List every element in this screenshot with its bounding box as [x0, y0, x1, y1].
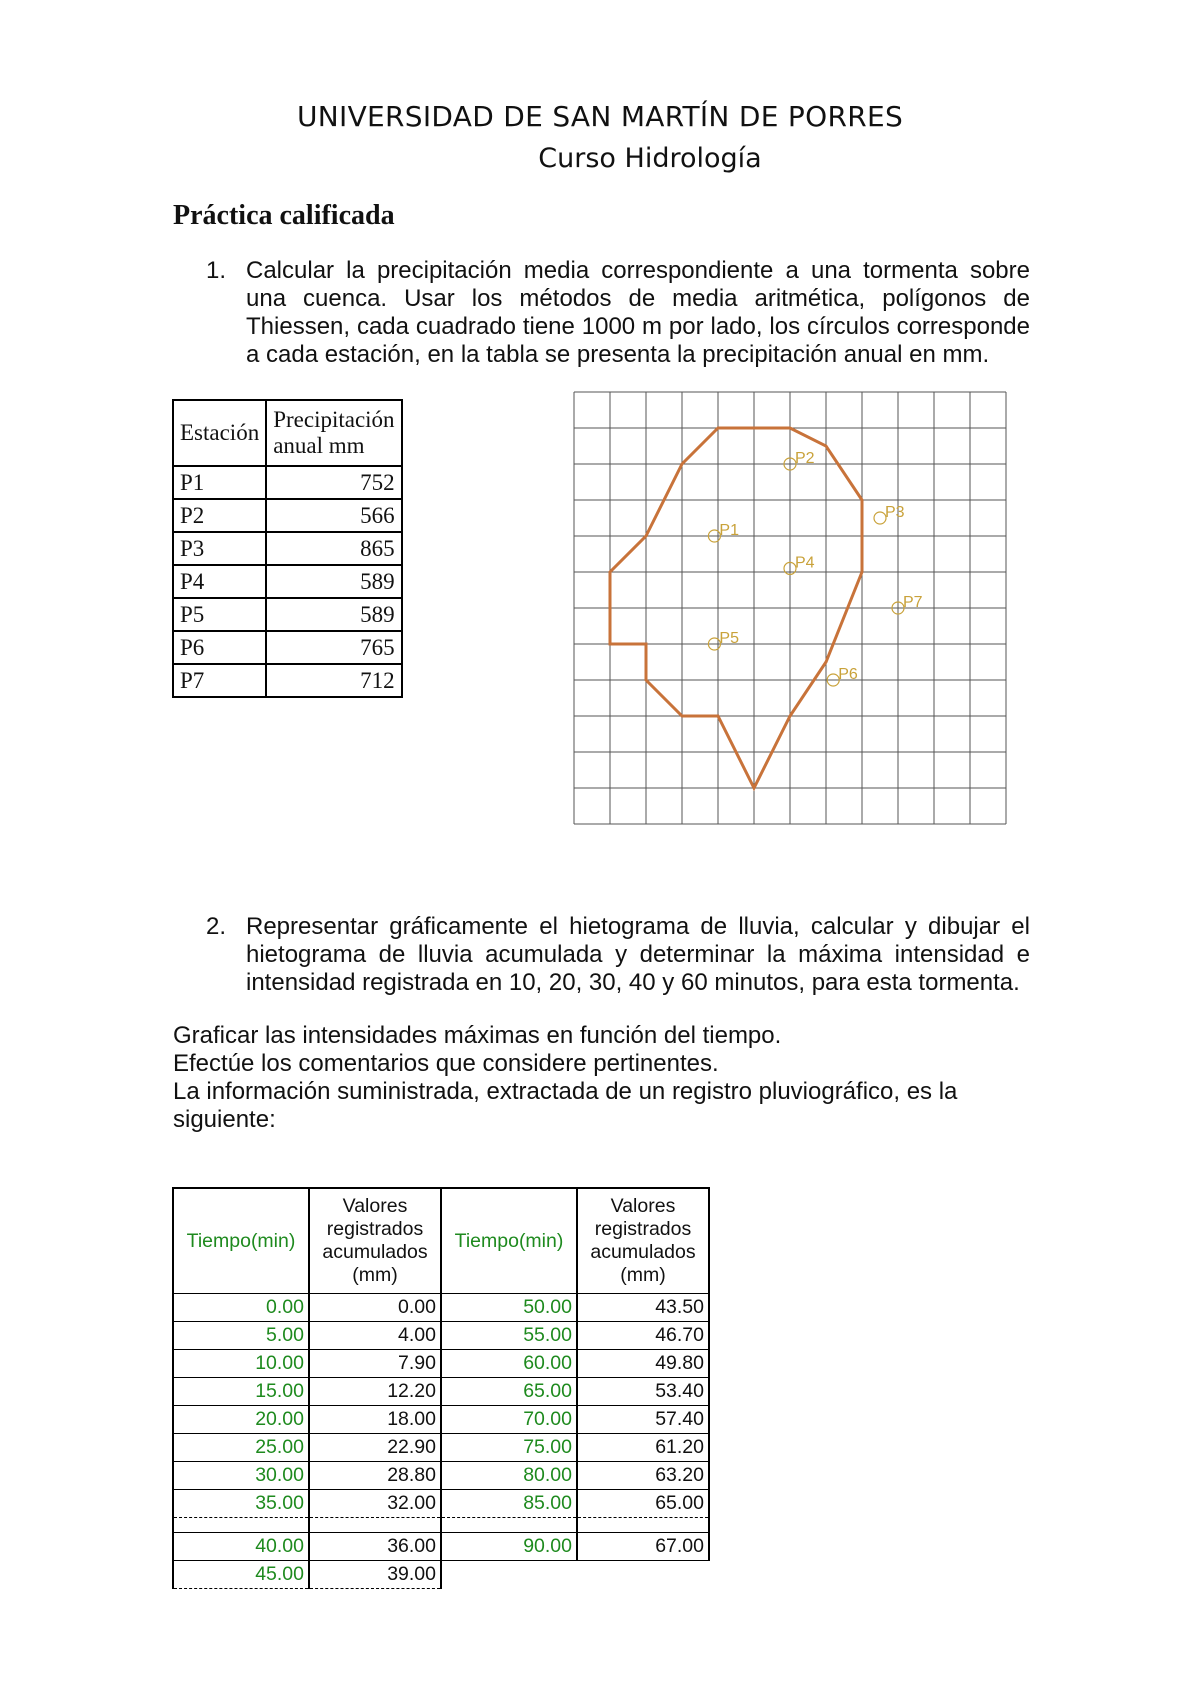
value-header-line: registrados	[594, 1218, 692, 1240]
value-cell: 0.00	[309, 1294, 441, 1322]
station-markers	[708, 450, 922, 686]
value-cell: 43.50	[577, 1294, 709, 1322]
time-header-right: Tiempo(min)	[441, 1188, 577, 1294]
value-header-line: acumulados	[590, 1241, 696, 1263]
station-cell: P7	[173, 664, 266, 697]
time-cell: 90.00	[441, 1533, 577, 1561]
precipitation-cell: 566	[266, 499, 401, 532]
station-cell: P3	[173, 532, 266, 565]
time-cell: 25.00	[173, 1434, 309, 1462]
station-label: P3	[885, 504, 905, 521]
time-cell: 5.00	[173, 1322, 309, 1350]
time-cell: 55.00	[441, 1322, 577, 1350]
value-cell: 7.90	[309, 1350, 441, 1378]
station-column-header: Estación	[173, 400, 266, 466]
table-row	[173, 565, 402, 598]
station-cell: P6	[173, 631, 266, 664]
station-label: P2	[795, 450, 815, 467]
precipitation-cell: 712	[266, 664, 401, 697]
table-row	[173, 1533, 709, 1561]
value-header-line: registrados	[326, 1218, 424, 1240]
value-header-left	[309, 1188, 441, 1294]
question-2	[206, 913, 1030, 997]
table-row	[173, 1434, 709, 1462]
station-cell: P1	[173, 466, 266, 499]
question-1-number: 1.	[206, 257, 227, 284]
value-header-line: (mm)	[620, 1264, 666, 1286]
time-cell: 45.00	[173, 1561, 309, 1589]
table-row	[173, 598, 402, 631]
gap-cell	[173, 1518, 309, 1533]
value-header-line: Valores	[610, 1195, 676, 1217]
station-cell: P2	[173, 499, 266, 532]
time-cell: 30.00	[173, 1462, 309, 1490]
page-title: Práctica calificada	[173, 200, 395, 231]
instruction-line: Efectúe los comentarios que considere pertinentes.	[173, 1050, 719, 1077]
value-cell: 4.00	[309, 1322, 441, 1350]
gap-cell	[309, 1518, 441, 1533]
value-cell: 57.40	[577, 1406, 709, 1434]
value-cell: 49.80	[577, 1350, 709, 1378]
station-label: P1	[719, 522, 739, 539]
value-cell: 36.00	[309, 1533, 441, 1561]
gap-cell	[577, 1518, 709, 1533]
time-cell: 50.00	[441, 1294, 577, 1322]
value-cell: 65.00	[577, 1490, 709, 1518]
row-gap	[173, 1518, 709, 1533]
value-cell: 32.00	[309, 1490, 441, 1518]
value-cell: 18.00	[309, 1406, 441, 1434]
value-header-line: Valores	[342, 1195, 408, 1217]
time-cell: 40.00	[173, 1533, 309, 1561]
table-row	[173, 466, 402, 499]
university-heading: UNIVERSIDAD DE SAN MARTÍN DE PORRES	[296, 100, 904, 133]
value-cell: 22.90	[309, 1434, 441, 1462]
rainfall-table-body	[173, 1294, 709, 1589]
value-cell: 67.00	[577, 1533, 709, 1561]
time-header-left: Tiempo(min)	[173, 1188, 309, 1294]
instruction-line: La información suministrada, extractada de un registro pluviográfico, es la siguiente:	[173, 1078, 958, 1133]
time-cell: 15.00	[173, 1378, 309, 1406]
gap-cell	[441, 1518, 577, 1533]
time-cell: 85.00	[441, 1490, 577, 1518]
table-row	[173, 664, 402, 697]
value-cell: 28.80	[309, 1462, 441, 1490]
time-cell: 35.00	[173, 1490, 309, 1518]
stations-table-header	[173, 400, 402, 466]
table-row	[173, 1462, 709, 1490]
time-cell: 80.00	[441, 1462, 577, 1490]
precipitation-cell: 752	[266, 466, 401, 499]
precipitation-cell: 589	[266, 598, 401, 631]
question-2-text: Representar gráficamente el hietograma de lluvia, calcular y dibujar el hietograma de lluvia acumulada y determinar la máxima intensidad e intensidad registrada en 10, 20, 30, 40 y 60 minutos, para esta tormenta.	[246, 913, 1030, 996]
value-cell: 39.00	[309, 1561, 441, 1589]
table-row	[173, 631, 402, 664]
time-cell: 60.00	[441, 1350, 577, 1378]
table-row	[173, 1294, 709, 1322]
table-row	[173, 1561, 709, 1589]
time-cell: 20.00	[173, 1406, 309, 1434]
table-row	[173, 499, 402, 532]
value-cell: 12.20	[309, 1378, 441, 1406]
value-cell: 61.20	[577, 1434, 709, 1462]
station-label: P6	[838, 666, 858, 683]
question-1-text: Calcular la precipitación media correspondiente a una tormenta sobre una cuenca. Usar los métodos de media aritmética, polígonos de Thiessen, cada cuadrado tiene 1000 m por lado, los círculos corresponde a cada estación, en la tabla se presenta la precipitación anual en mm.	[246, 257, 1030, 368]
precipitation-column-header: Precipitación anual mm	[266, 400, 401, 466]
time-cell: 75.00	[441, 1434, 577, 1462]
value-header-line: acumulados	[322, 1241, 428, 1263]
precipitation-cell: 589	[266, 565, 401, 598]
station-label: P7	[903, 594, 923, 611]
station-label: P4	[795, 554, 815, 572]
value-cell: 63.20	[577, 1462, 709, 1490]
value-cell: 46.70	[577, 1322, 709, 1350]
stations-table	[172, 399, 403, 698]
table-row	[173, 532, 402, 565]
precipitation-cell: 865	[266, 532, 401, 565]
empty-cell	[441, 1561, 709, 1589]
time-cell: 70.00	[441, 1406, 577, 1434]
map-grid	[574, 392, 1006, 824]
instruction-line: Graficar las intensidades máximas en función del tiempo.	[173, 1022, 782, 1049]
question-2-number: 2.	[206, 913, 227, 940]
question-1	[206, 257, 1030, 369]
watershed-grid-map	[572, 390, 1012, 830]
station-label: P5	[719, 630, 739, 647]
course-heading: Curso Hidrología	[538, 143, 762, 174]
rainfall-table-header	[173, 1188, 709, 1294]
instructions	[173, 1022, 1033, 1134]
time-cell: 10.00	[173, 1350, 309, 1378]
rainfall-record-table	[172, 1187, 710, 1589]
table-row	[173, 1406, 709, 1434]
time-cell: 65.00	[441, 1378, 577, 1406]
value-header-right	[577, 1188, 709, 1294]
table-row	[173, 1378, 709, 1406]
precipitation-cell: 765	[266, 631, 401, 664]
value-cell: 53.40	[577, 1378, 709, 1406]
table-row	[173, 1350, 709, 1378]
station-cell: P5	[173, 598, 266, 631]
station-cell: P4	[173, 565, 266, 598]
table-row	[173, 1490, 709, 1518]
value-header-line: (mm)	[352, 1264, 398, 1286]
table-row	[173, 1322, 709, 1350]
time-cell: 0.00	[173, 1294, 309, 1322]
